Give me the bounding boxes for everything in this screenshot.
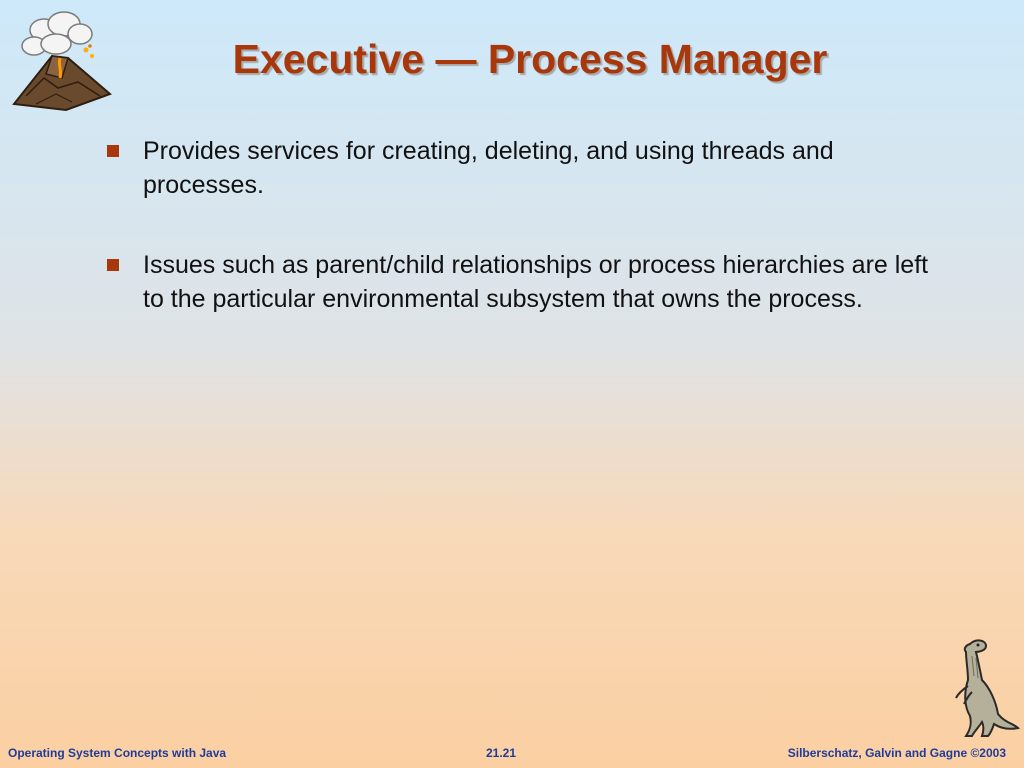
footer-slide-number: 21.21 [486,746,517,760]
bullet-text: Provides services for creating, deleting, and using threads and processes. [143,137,834,199]
bullet-item [105,248,955,316]
footer-course-title: Operating System Concepts with Java [8,746,227,760]
footer-copyright: Silberschatz, Galvin and Gagne ©2003 [787,746,1006,760]
square-bullet-icon [107,259,119,271]
square-bullet-icon [107,145,119,157]
dinosaur-icon [946,636,1020,738]
volcano-icon [6,8,116,116]
bullet-item [105,134,955,202]
bullet-list [105,134,955,362]
slide-title: Executive — Process Manager [232,36,828,82]
bullet-text: Issues such as parent/child relationships or process hierarchies are left to the particular environmental subsystem that owns the process. [143,251,929,313]
